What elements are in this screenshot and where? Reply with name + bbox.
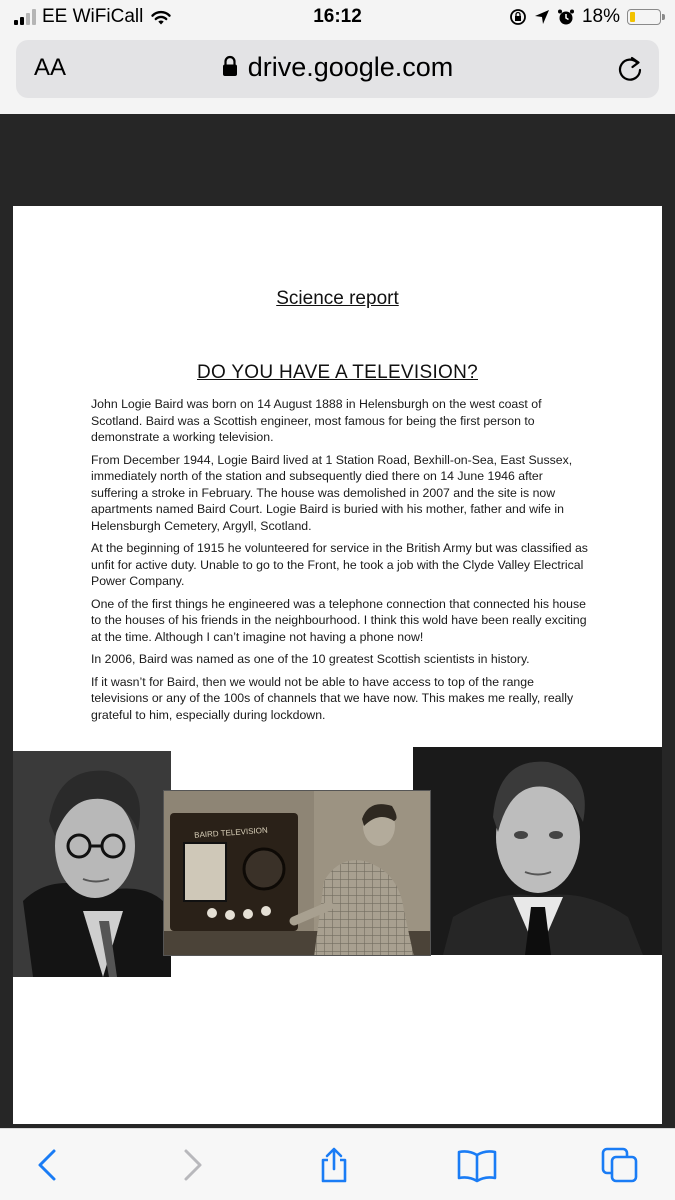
screen-lock-icon [509, 8, 527, 26]
paragraph: One of the first things he engineered was a telephone connection that connected his house to the houses of his friends in the neighbourhood. I think this wold have been really exciting at the time. Although I can’t imagine not having a phone now! [91, 596, 587, 644]
baird-portrait-photo [413, 747, 662, 955]
paragraph: If it wasn’t for Baird, then we would not be able to have access to top of the range televisions or any of the 100s of channels that we have now. This makes me really, really grateful to him, especially during lockdown. [91, 674, 574, 722]
battery-icon [627, 9, 661, 25]
forward-icon[interactable] [172, 1147, 212, 1183]
document-subtitle: Science report [276, 288, 399, 309]
status-bar [0, 0, 675, 34]
document-title: DO YOU HAVE A TELEVISION? [197, 362, 478, 383]
address-bar[interactable] [16, 40, 659, 98]
document-page [13, 206, 662, 1124]
paragraph: At the beginning of 1915 he volunteered for service in the British Army but was classified as unfit for active duty. Unable to go to the Front, he took a job with the Clyde Valley Electrical Power Company. [91, 541, 588, 588]
share-icon[interactable] [314, 1147, 354, 1183]
browser-address-area [0, 34, 675, 114]
paragraph: From December 1944, Logie Baird lived at 1 Station Road, Bexhill-on-Sea, East Sussex, immediately north of the station and subsequently died there on 14 June 1946 after suffering a stroke in February. The house was demolished in 2007 and the site is now apartments named Baird Court. Logie Baird is buried with his mother, father and wife in Helensburgh Cemetery, Argyll, Scotland. [91, 452, 573, 533]
alarm-icon [557, 8, 575, 26]
tabs-icon[interactable] [600, 1147, 640, 1183]
url-text[interactable]: drive.google.com [247, 52, 454, 82]
reload-icon[interactable] [615, 54, 645, 84]
text-size-button[interactable]: AA [34, 54, 67, 81]
carrier-label: EE WiFiCall [42, 6, 144, 27]
tv-label: BAIRD TELEVISION [193, 825, 268, 840]
back-icon[interactable] [28, 1147, 68, 1183]
bookmarks-icon[interactable] [457, 1147, 497, 1183]
document-viewer[interactable] [0, 114, 675, 1128]
browser-toolbar [0, 1128, 675, 1200]
baird-portrait-glasses-photo [13, 751, 171, 977]
paragraph: John Logie Baird was born on 14 August 1888 in Helensburgh on the west coast of Scotland. Baird was a Scottish engineer, most famous for being the first person to demonstrate a working television. [91, 397, 542, 444]
document-body [91, 396, 589, 729]
clock: 16:12 [313, 6, 362, 27]
baird-television-photo [163, 790, 431, 956]
paragraph: In 2006, Baird was named as one of the 10 greatest Scottish scientists in history. [91, 652, 530, 666]
lock-icon [222, 55, 238, 77]
battery-percentage: 18% [581, 6, 620, 27]
location-icon [534, 9, 550, 25]
